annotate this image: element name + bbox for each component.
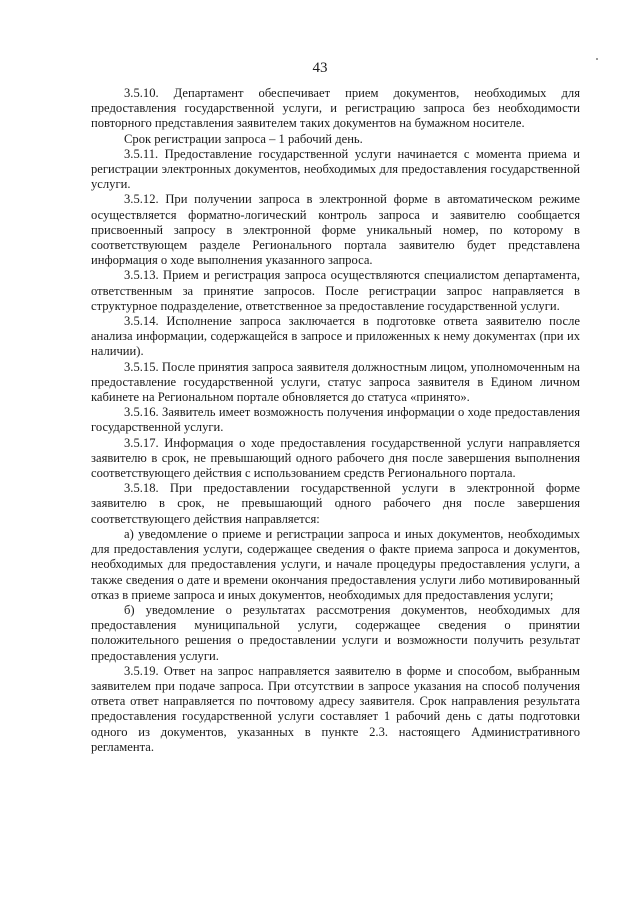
paragraph-3-5-15: 3.5.15. После принятия запроса заявителя должностным лицом, уполномоченным на предоставление государственной услуги, статус запроса заявителя в Едином личном кабинете на Региональном портале обновляется до статуса «принято».	[91, 359, 580, 405]
paragraph-3-5-12: 3.5.12. При получении запроса в электронной форме в автоматическом режиме осуществляется форматно-логический контроль запроса и заявителю сообщается присвоенный запросу в электронной форме уникальный номер, по которому в соответствующем разделе Регионального портала заявителю будет представлена информация о ходе выполнения указанного запроса.	[91, 192, 580, 268]
paragraph-3-5-11: 3.5.11. Предоставление государственной услуги начинается с момента приема и регистрации электронных документов, необходимых для предоставления государственной услуги.	[91, 146, 580, 192]
paragraph-3-5-18: 3.5.18. При предоставлении государственной услуги в электронной форме заявителю в срок, не превышающий одного рабочего дня после завершения соответствующего действия направляется:	[91, 481, 580, 526]
paragraph-registration-term: Срок регистрации запроса – 1 рабочий день.	[124, 131, 363, 146]
paragraph-3-5-18-b: б) уведомление о результатах рассмотрения документов, необходимых для предоставления муниципальной услуги, содержащее сведения о принятии положительного решения о предоставлении услуги и возможности получить результат предоставления услуги.	[91, 602, 580, 663]
paragraph-3-5-17: 3.5.17. Информация о ходе предоставления государственной услуги направляется заявителю в срок, не превышающий одного рабочего дня после завершения выполнения соответствующего действия с использованием средств Регионального портала.	[91, 435, 580, 481]
paragraph-3-5-13: 3.5.13. Прием и регистрация запроса осуществляются специалистом департамента, ответственным за принятие запросов. После регистрации запрос направляется в структурное подразделение, ответственное за предоставление государственной услуги.	[91, 268, 580, 313]
paragraph-3-5-19: 3.5.19. Ответ на запрос направляется заявителю в форме и способом, выбранным заявителем при подаче запроса. При отсутствии в запросе указания на способ получения ответа ответ направляется по почтовому адресу заявителя. Срок направления результата предоставления государственной услуги составляет 1 рабочий день с даты подготовки одного из документов, указанных в пункте 2.3. настоящего Административного регламента.	[91, 663, 580, 754]
paragraph-3-5-10: 3.5.10. Департамент обеспечивает прием документов, необходимых для предоставления государственной услуги, и регистрацию запроса без необходимости повторного представления заявителем таких документов на бумажном носителе.	[91, 86, 580, 131]
paragraph-3-5-16: 3.5.16. Заявитель имеет возможность получения информации о ходе предоставления государственной услуги.	[91, 405, 580, 435]
page-body	[91, 86, 580, 755]
paragraph-3-5-18-a: а) уведомление о приеме и регистрации запроса и иных документов, необходимых для предоставления услуги, содержащее сведения о факте приема запроса и документов, необходимых для предоставления услуги, и начале процедуры предоставления услуги, а также сведения о дате и времени окончания предоставления услуги либо мотивированный отказ в приеме запроса и иных документов, необходимых для предоставления услуги;	[91, 526, 580, 602]
page-number: 43	[312, 60, 328, 76]
paragraph-3-5-14: 3.5.14. Исполнение запроса заключается в подготовке ответа заявителю после анализа информации, содержащейся в запросе и приложенных к нему документах (при их наличии).	[91, 314, 580, 359]
